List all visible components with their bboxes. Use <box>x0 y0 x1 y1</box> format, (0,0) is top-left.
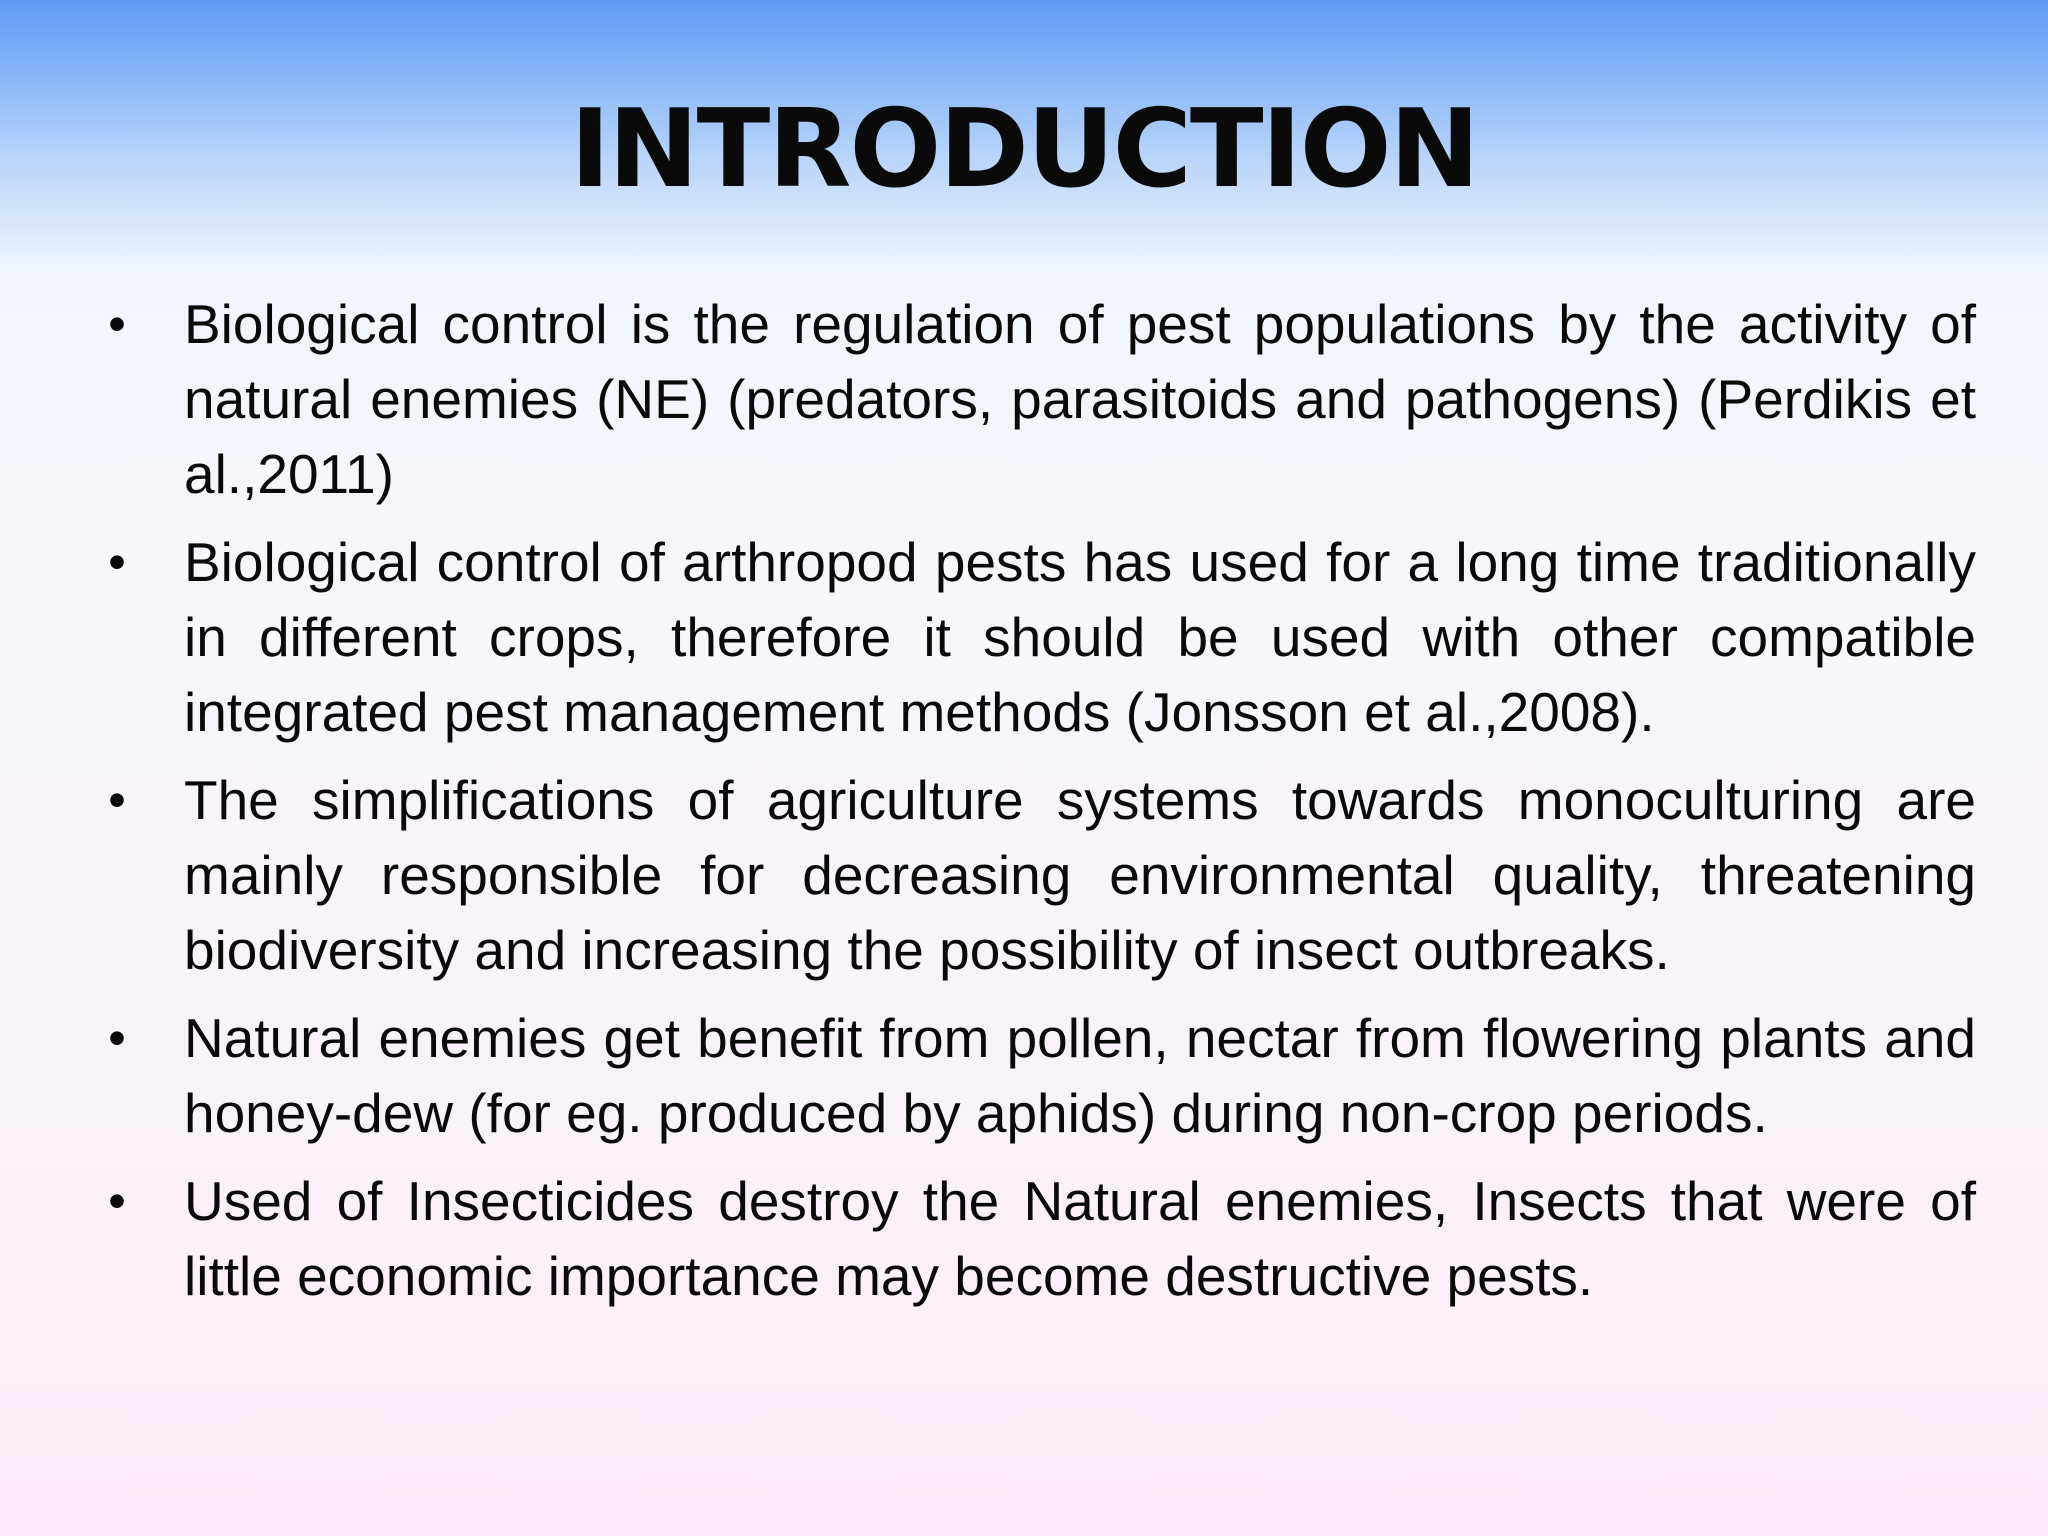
bullet-dot-icon: • <box>108 296 126 352</box>
bullet-item <box>104 763 1976 988</box>
bullet-item <box>104 525 1976 750</box>
bullet-text: Biological control of arthropod pests has used for a long time traditionally in different crops, therefore it should be used with other compatible integrated pest management methods (Jonsson et al.,2008). <box>184 531 1976 743</box>
bullet-text: The simplifications of agriculture systems towards monoculturing are mainly responsible for decreasing environmental quality, threatening biodiversity and increasing the possibility of insect outbreaks. <box>184 769 1976 981</box>
bullet-text: Natural enemies get benefit from pollen, nectar from flowering plants and honey-dew (for eg. produced by aphids) during non-crop periods. <box>184 1007 1976 1144</box>
bullet-text: Used of Insecticides destroy the Natural enemies, Insects that were of little economic importance may become destructive pests. <box>184 1170 1976 1307</box>
bullet-item <box>104 1164 1976 1314</box>
bullet-text: Biological control is the regulation of pest populations by the activity of natural enemies (NE) (predators, parasitoids and pathogens) (Perdikis et al.,2011) <box>184 293 1976 505</box>
slide-title: INTRODUCTION <box>570 87 1478 212</box>
bullet-dot-icon: • <box>108 772 126 828</box>
bullet-list <box>104 287 1976 1327</box>
bullet-dot-icon: • <box>108 1010 126 1066</box>
bullet-dot-icon: • <box>108 534 126 590</box>
bullet-dot-icon: • <box>108 1173 126 1229</box>
bullet-item <box>104 287 1976 512</box>
bullet-item <box>104 1001 1976 1151</box>
